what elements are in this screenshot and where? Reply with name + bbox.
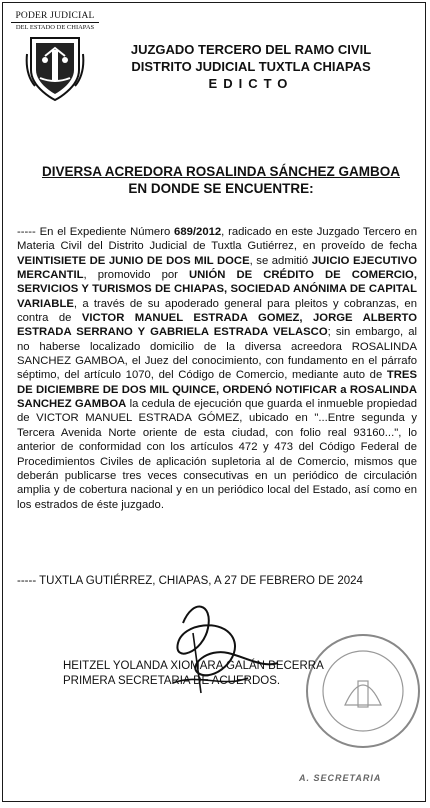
body-bold: 689/2012	[174, 226, 222, 238]
logo-subtitle: DEL ESTADO DE CHIAPAS	[15, 24, 95, 31]
body-text: , se admitió	[249, 254, 312, 267]
edict-body	[17, 225, 417, 512]
signer-block	[63, 659, 393, 689]
body-text: , promovido por	[83, 269, 189, 282]
seal-stamp-text: A. SECRETARIA	[299, 773, 382, 783]
header-document-type: EDICTO	[208, 76, 294, 91]
body-bold: UNIÓN DE CRÉDITO DE COMERCIO, SERVICIOS Y TURISMOS DE CHIAPAS, SOCIEDAD ANÓNIMA DE CAPITAL VARIABLE	[17, 269, 417, 310]
edict-page	[2, 2, 426, 802]
body-bold: VEINTISIETE DE JUNIO DE DOS MIL DOCE	[17, 254, 250, 267]
logo-title: PODER JUDICIAL	[11, 11, 99, 23]
body-bold: TRES DE DICIEMBRE DE DOS MIL QUINCE, ORDENÓ NOTIFICAR a ROSALINDA SANCHEZ GAMBOA	[17, 369, 417, 411]
body-text: , a través de su apoderado general para pleitos y cobranzas, en contra de	[17, 297, 417, 325]
signer-title: PRIMERA SECRETARIA DE ACUERDOS.	[63, 675, 281, 687]
header-district: DISTRITO JUDICIAL TUXTLA CHIAPAS	[131, 59, 371, 74]
court-seal-icon	[303, 625, 423, 765]
body-text: ----- En el Expediente Número	[17, 226, 175, 238]
court-header	[95, 41, 407, 92]
addressee-location: EN DONDE SE ENCUENTRE:	[128, 181, 314, 196]
addressee-block	[31, 163, 411, 197]
body-text: , radicado en este Juzgado Tercero en Materia Civil del Distrito Judicial de Tuxtla Gutiérrez, en proveído de fecha	[17, 226, 417, 253]
addressee-name: DIVERSA ACREDORA ROSALINDA SÁNCHEZ GAMBOA	[41, 164, 400, 179]
body-text: la cedula de ejecución que guarda el inmueble propiedad de VICTOR MANUEL ESTRADA GÓMEZ, ubicado en "...Entre segunda y Tercera Avenida Norte oriente de esta ciudad, con folio real 93160...", lo anterior de conformidad con los artículos 472 y 473 del Código Federal de Procedimientos Civiles de aplicación supletoria al de Comercio, mismos que deberán publicarse tres veces consecutivas en un periódico de circulación amplia y de cobertura nacional y en un periódico local del Estado, así como en los estrados de éste juzgado.	[17, 398, 417, 511]
body-bold: VICTOR MANUEL ESTRADA GOMEZ, JORGE ALBERTO ESTRADA SERRANO Y GABRIELA ESTRADA VELASCO	[17, 312, 417, 339]
place-date-line: ----- TUXTLA GUTIÉRREZ, CHIAPAS, A 27 DE FEBRERO DE 2024	[17, 575, 363, 587]
coat-of-arms-icon	[25, 34, 85, 104]
signer-name: HEITZEL YOLANDA XIOMARA GALÁN BECERRA	[63, 660, 324, 672]
court-logo	[11, 11, 99, 104]
header-court: JUZGADO TERCERO DEL RAMO CIVIL	[130, 42, 372, 57]
body-bold: JUICIO EJECUTIVO MERCANTIL	[17, 254, 417, 282]
body-text: ; sin embargo, al no haberse localizado domicilio de la diversa acreedora ROSALINDA SANCHEZ GAMBOA, el Juez del conocimiento, con fundamento en el párrafo séptimo, del artículo 1070, del Código de Comercio, mediante auto de	[17, 326, 417, 382]
